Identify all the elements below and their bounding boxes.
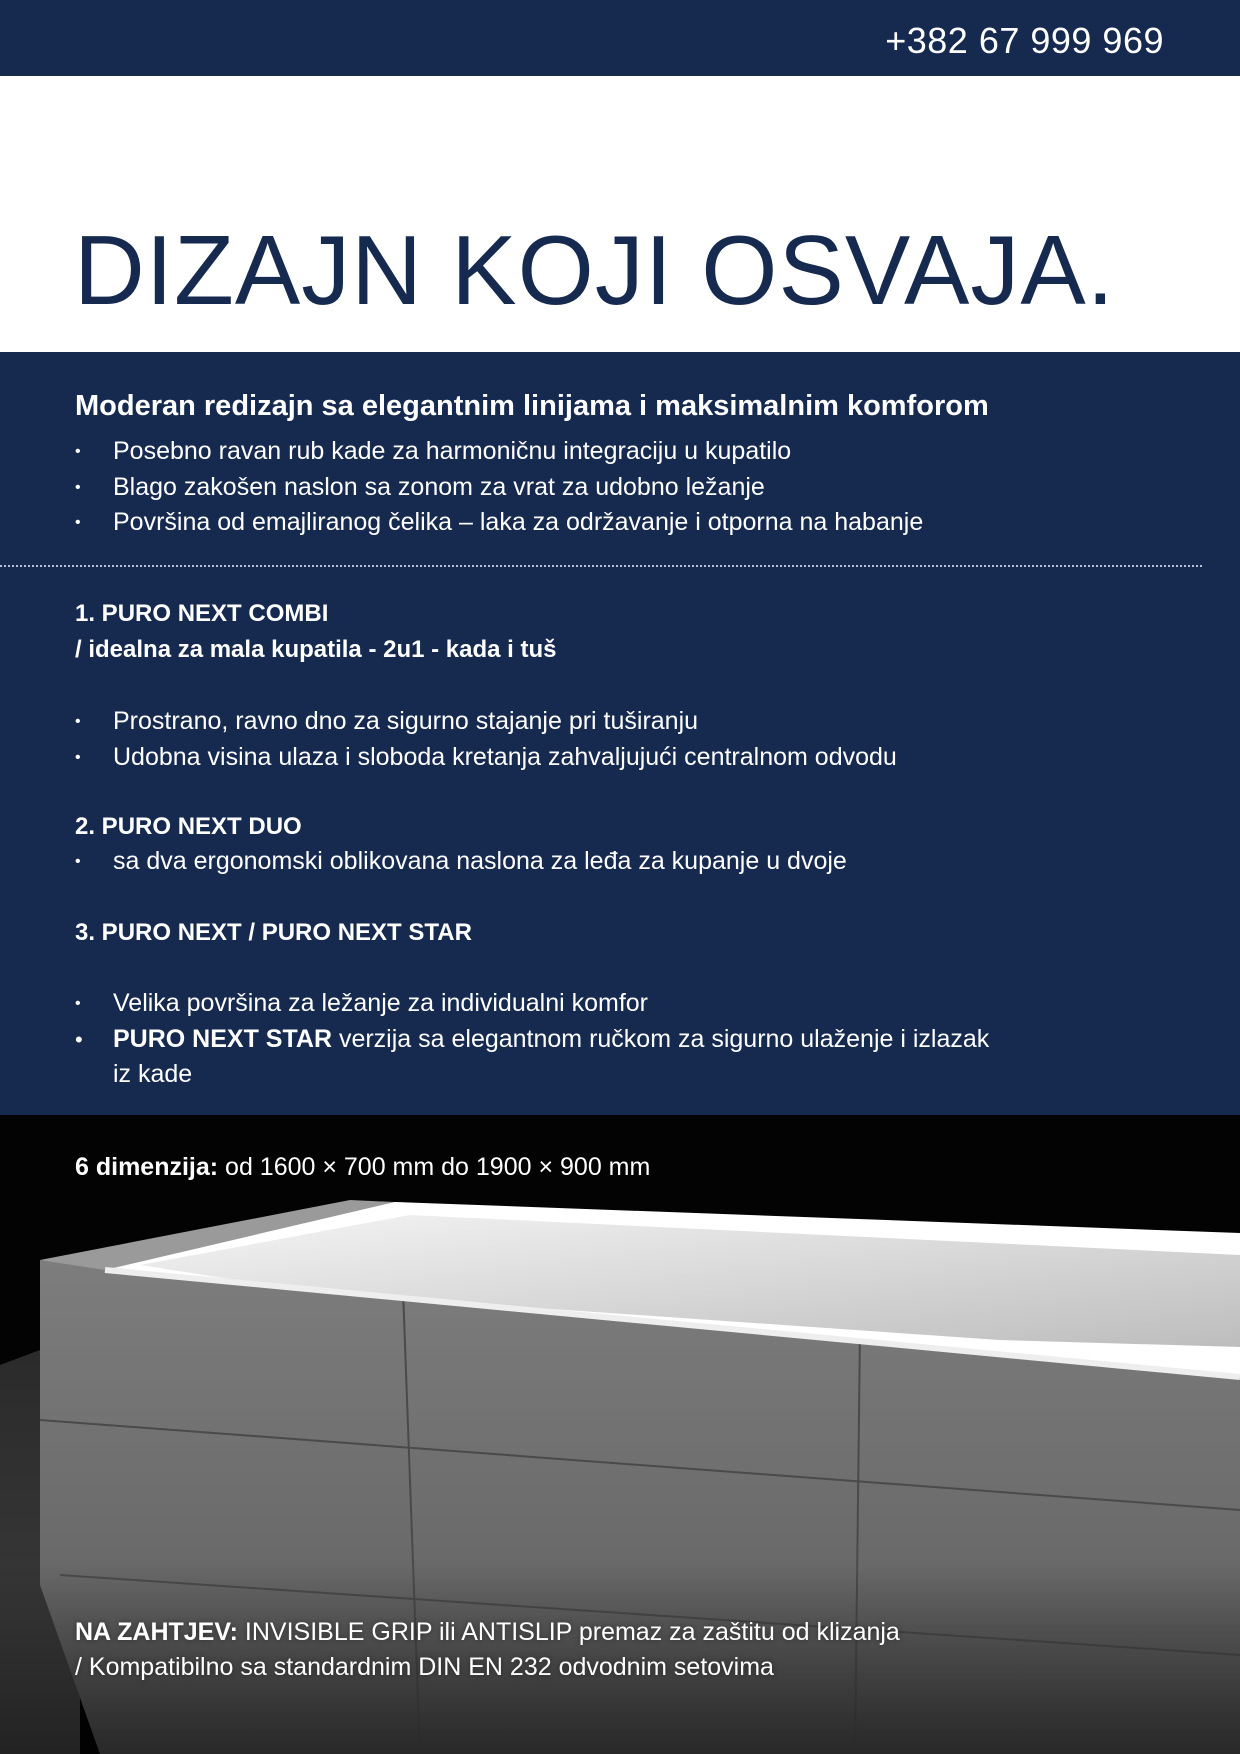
list-item: • Prostrano, ravno dno za sigurno stajanje pri tuširanju — [75, 704, 897, 740]
dimensions-label: 6 dimenzija: — [75, 1153, 219, 1181]
list-item: • Površina od emajliranog čelika – laka za održavanje i otporna na habanje — [75, 505, 923, 541]
on-request-label: NA ZAHTJEV: — [75, 1618, 238, 1646]
product-1-title: 1. PURO NEXT COMBI — [75, 600, 329, 627]
product-1-bullet-list — [75, 704, 897, 775]
on-request-line-1 — [75, 1615, 900, 1650]
dimensions-text — [75, 1149, 650, 1185]
dimensions-value: od 1600 × 700 mm do 1900 × 900 mm — [218, 1153, 651, 1181]
star-version-item — [75, 1022, 1013, 1093]
page-headline: DIZAJN KOJI OSVAJA. — [74, 215, 1115, 325]
list-item: • Blago zakošen naslon sa zonom za vrat za udobno ležanje — [75, 470, 923, 506]
list-item: • Posebno ravan rub kade za harmoničnu integraciju u kupatilo — [75, 434, 923, 470]
product-1-subtitle: / idealna za mala kupatila - 2u1 - kada i tuš — [75, 636, 557, 663]
top-bar — [0, 0, 1240, 76]
on-request-line-2: / Kompatibilno sa standardnim DIN EN 232 odvodnim setovima — [75, 1653, 774, 1681]
intro-bullet-list — [75, 434, 923, 541]
dotted-divider — [0, 565, 1202, 567]
on-request-text: INVISIBLE GRIP ili ANTISLIP premaz za zaštitu od klizanja — [237, 1618, 900, 1646]
star-version-name: PURO NEXT STAR — [113, 1024, 332, 1053]
list-item: • Velika površina za ležanje za individualni komfor — [75, 986, 1013, 1022]
bathtub-photo — [0, 1115, 1240, 1754]
list-item: • sa dva ergonomski oblikovana naslona za leđa za kupanje u dvoje — [75, 844, 847, 880]
intro-title: Moderan redizajn sa elegantnim linijama i maksimalnim komforom — [75, 390, 989, 422]
product-2-bullet-list — [75, 844, 847, 880]
on-request-note — [75, 1615, 900, 1685]
star-version-text: verzija sa elegantnom ručkom za sigurno ulaženje i izlazak iz kade — [113, 1024, 990, 1088]
features-section — [0, 352, 1240, 1115]
product-2-title: 2. PURO NEXT DUO — [75, 813, 302, 840]
product-3-title: 3. PURO NEXT / PURO NEXT STAR — [75, 919, 472, 946]
list-item: • Udobna visina ulaza i sloboda kretanja zahvaljujući centralnom odvodu — [75, 740, 897, 776]
product-3-bullet-list — [75, 986, 1013, 1093]
phone-number[interactable]: +382 67 999 969 — [885, 20, 1164, 61]
